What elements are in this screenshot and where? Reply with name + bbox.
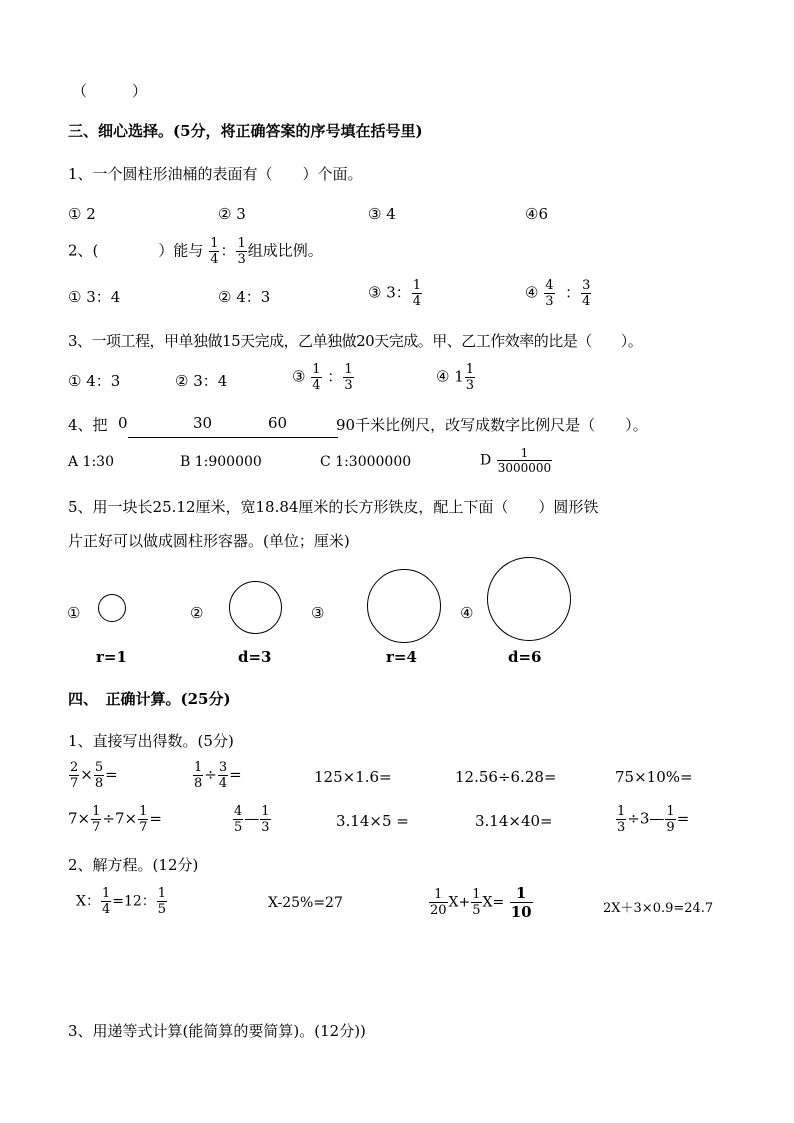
- q2-option-4: ④ $\frac{4}{3}$ ： $\frac{3}{4}$: [525, 278, 591, 309]
- q2-option-2: ② 4：3: [218, 288, 271, 306]
- expr-4: 12.56÷6.28=: [455, 768, 557, 786]
- circle-option-mark-2: ②: [190, 604, 204, 622]
- scale-label-0: 0: [118, 414, 128, 432]
- equation-3: $\frac{1}{20}$ X+ $\frac{1}{5}$ X= $\frac{1}{10}$: [430, 884, 532, 921]
- q4-option-c: C 1:3000000: [320, 454, 412, 470]
- part-3-title: 3、用递等式计算(能简算的要简算)。(12分)): [68, 1022, 366, 1040]
- circle-label-d6: d=6: [508, 648, 542, 666]
- answer-paren: （ ）: [72, 82, 148, 100]
- expr-9: 3.14×40=: [475, 812, 553, 830]
- expr-6: 7× $\frac{1}{7}$ ÷7× $\frac{1}{7}$ =: [68, 804, 162, 835]
- q1-text: 1、一个圆柱形油桶的表面有（ ）个面。: [68, 165, 363, 183]
- q3-option-2: ② 3：4: [175, 372, 228, 390]
- expr-10: $\frac{1}{3}$ ÷3— $\frac{1}{9}$ =: [617, 804, 690, 835]
- equation-4: 2X＋3×0.9=24.7: [603, 901, 714, 916]
- q5-line-2: 片正好可以做成圆柱形容器。(单位；厘米): [68, 532, 350, 550]
- q3-option-4: ④ 1 $\frac{1}{3}$: [436, 362, 475, 393]
- expr-2: $\frac{1}{8}$ ÷ $\frac{3}{4}$ =: [194, 760, 242, 791]
- q1-option-3: ③ 4: [368, 205, 396, 223]
- section-4-title: 四、 正确计算。(25分): [68, 690, 231, 708]
- scale-bar-line: [128, 437, 338, 438]
- q4-option-b: B 1:900000: [180, 454, 262, 470]
- q4-option-d: D $\frac{1}{3000000}$: [480, 446, 552, 475]
- q1-option-2: ② 3: [218, 205, 246, 223]
- q2-option-3: ③ 3： $\frac{1}{4}$: [368, 278, 422, 309]
- q3-option-3: ③ $\frac{1}{4}$ ： $\frac{1}{3}$: [292, 362, 353, 393]
- q2-fraction-2: $\frac{1}{3}$: [237, 236, 246, 267]
- expr-3: 125×1.6=: [314, 768, 392, 786]
- equation-1: X： $\frac{1}{4}$ =12： $\frac{1}{5}$: [76, 886, 167, 917]
- q2-text: 2、( ）能与 $\frac{1}{4}$ ： $\frac{1}{3}$ 组成比例。: [68, 236, 323, 267]
- circle-r1: [98, 594, 126, 622]
- circle-d6: [487, 557, 571, 641]
- q2-option-1: ① 3：4: [68, 288, 121, 306]
- q1-option-4: ④6: [525, 205, 548, 223]
- equation-2: X-25%=27: [268, 895, 343, 911]
- q4-option-a: A 1:30: [68, 454, 114, 470]
- part-2-title: 2、解方程。(12分): [68, 856, 199, 874]
- q3-text: 3、一项工程，甲单独做15天完成，乙单独做20天完成。甲、乙工作效率的比是（ ）。: [68, 332, 643, 350]
- circle-d3: [229, 581, 282, 634]
- expr-8: 3.14×5 =: [336, 812, 409, 830]
- scale-label-30: 30: [193, 414, 213, 432]
- circle-r4: [367, 569, 441, 643]
- expr-5: 75×10%=: [615, 768, 693, 786]
- part-1-title: 1、直接写出得数。(5分): [68, 732, 234, 750]
- q4-prefix: 4、把: [68, 416, 108, 434]
- circle-label-d3: d=3: [238, 648, 272, 666]
- circle-label-r4: r=4: [386, 648, 417, 666]
- expr-1: $\frac{2}{7}$ × $\frac{5}{8}$ =: [70, 760, 118, 791]
- q2-fraction-1: $\frac{1}{4}$: [210, 236, 219, 267]
- section-3-title: 三、细心选择。(5分，将正确答案的序号填在括号里): [68, 122, 423, 140]
- circle-option-mark-1: ①: [67, 604, 81, 622]
- q4-text: 90千米比例尺，改写成数字比例尺是（ ）。: [336, 416, 648, 434]
- q1-option-1: ① 2: [68, 205, 96, 223]
- scale-label-60: 60: [268, 414, 288, 432]
- circle-option-mark-3: ③: [311, 604, 325, 622]
- q3-option-1: ① 4：3: [68, 372, 121, 390]
- circle-option-mark-4: ④: [460, 604, 474, 622]
- q5-line-1: 5、用一块长25.12厘米，宽18.84厘米的长方形铁皮，配上下面（ ）圆形铁: [68, 498, 599, 516]
- circle-label-r1: r=1: [96, 648, 127, 666]
- expr-7: $\frac{4}{5}$ — $\frac{1}{3}$: [234, 804, 270, 835]
